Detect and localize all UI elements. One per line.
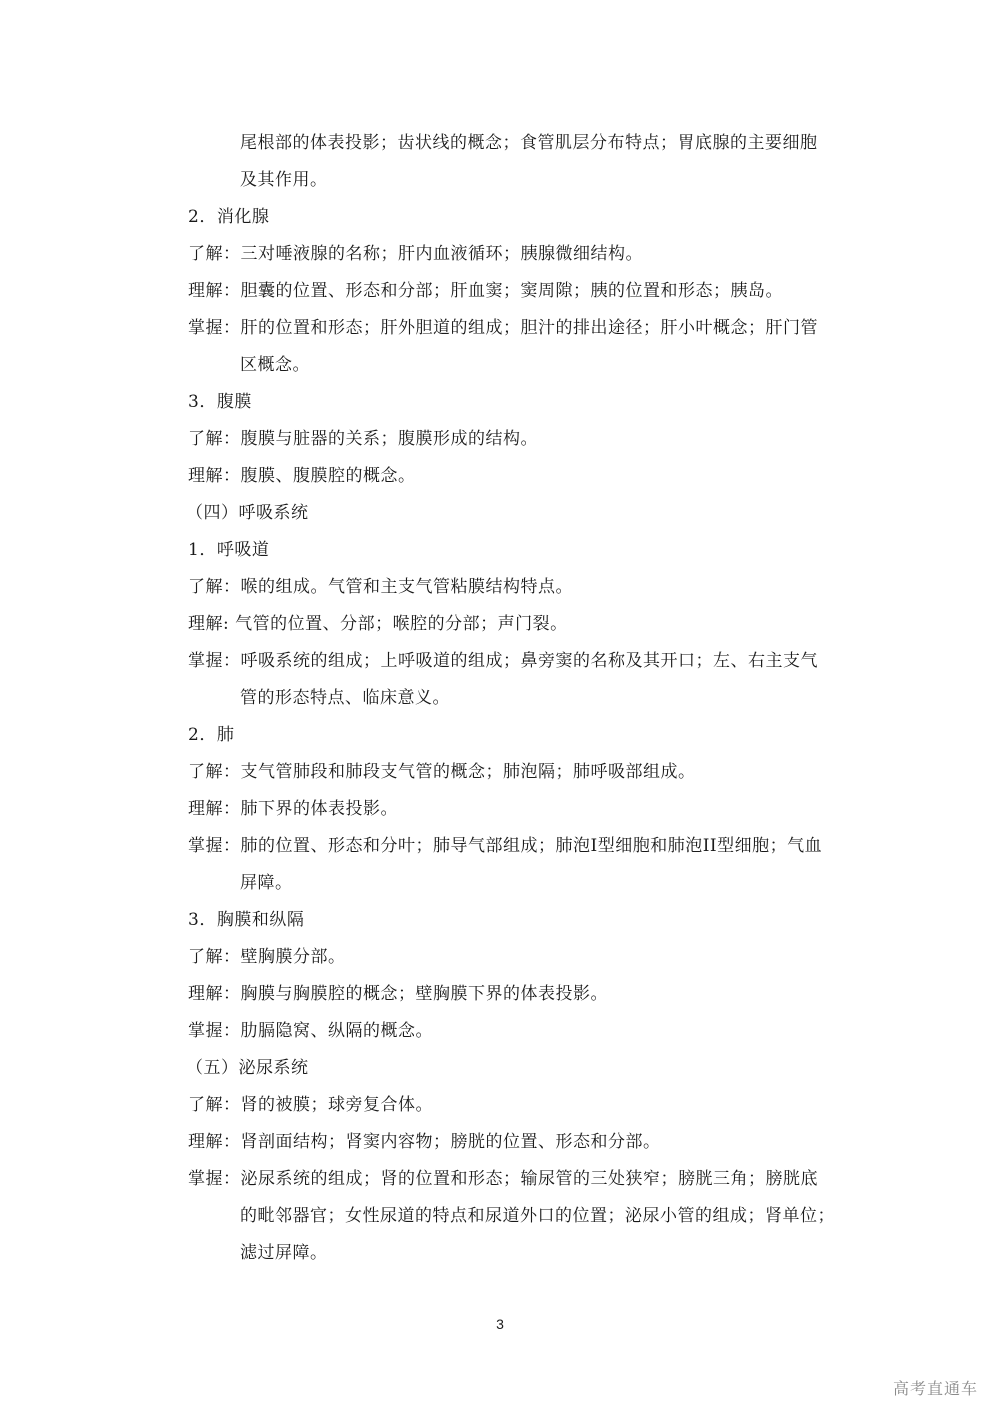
text-line: 掌握：呼吸系统的组成；上呼吸道的组成；鼻旁窦的名称及其开口；左、右主支气	[188, 651, 818, 671]
text-line: 的毗邻器官；女性尿道的特点和尿道外口的位置；泌尿小管的组成；肾单位；	[240, 1206, 835, 1226]
text-line: 掌握：肝的位置和形态；肝外胆道的组成；胆汁的排出途径；肝小叶概念；肝门管	[188, 318, 818, 338]
text-line: 理解：肾剖面结构；肾窦内容物；膀胱的位置、形态和分部。	[188, 1132, 661, 1152]
text-line: 掌握：泌尿系统的组成；肾的位置和形态；输尿管的三处狭窄；膀胱三角；膀胱底	[188, 1169, 818, 1189]
text-line: 及其作用。	[240, 170, 328, 190]
section-heading: 1．呼吸道	[188, 540, 270, 560]
section-heading: 2．消化腺	[188, 207, 270, 227]
text-line: 尾根部的体表投影；齿状线的概念；食管肌层分布特点；胃底腺的主要细胞	[240, 133, 818, 153]
section-heading: 3．胸膜和纵隔	[188, 910, 305, 930]
text-line: 了解：支气管肺段和肺段支气管的概念；肺泡隔；肺呼吸部组成。	[188, 762, 696, 782]
text-line: 理解：胸膜与胸膜腔的概念；壁胸膜下界的体表投影。	[188, 984, 608, 1004]
text-line: 理解：肺下界的体表投影。	[188, 799, 398, 819]
text-line: 掌握：肋膈隐窝、纵隔的概念。	[188, 1021, 433, 1041]
text-line: 掌握：肺的位置、形态和分叶；肺导气部组成；肺泡I型细胞和肺泡II型细胞；气血	[188, 836, 823, 856]
section-heading: 3．腹膜	[188, 392, 252, 412]
text-line: 理解：腹膜、腹膜腔的概念。	[188, 466, 416, 486]
text-line: 了解：壁胸膜分部。	[188, 947, 346, 967]
text-line: 区概念。	[240, 355, 310, 375]
text-line: 理解: 气管的位置、分部；喉腔的分部；声门裂。	[188, 614, 568, 634]
watermark: 高考直通车	[892, 1379, 978, 1398]
text-line: 了解：肾的被膜；球旁复合体。	[188, 1095, 433, 1115]
text-line: 理解：胆囊的位置、形态和分部；肝血窦；窦周隙；胰的位置和形态；胰岛。	[188, 281, 783, 301]
text-line: 了解：腹膜与脏器的关系；腹膜形成的结构。	[188, 429, 538, 449]
chapter-heading: （四）呼吸系统	[186, 503, 309, 523]
text-line: 了解：喉的组成。气管和主支气管粘膜结构特点。	[188, 577, 573, 597]
chapter-heading: （五）泌尿系统	[186, 1058, 309, 1078]
text-line: 屏障。	[240, 873, 293, 893]
section-heading: 2．肺	[188, 725, 235, 745]
text-line: 滤过屏障。	[240, 1243, 328, 1263]
text-line: 了解：三对唾液腺的名称；肝内血液循环；胰腺微细结构。	[188, 244, 643, 264]
text-line: 管的形态特点、临床意义。	[240, 688, 450, 708]
page-number: 3	[496, 1316, 504, 1332]
